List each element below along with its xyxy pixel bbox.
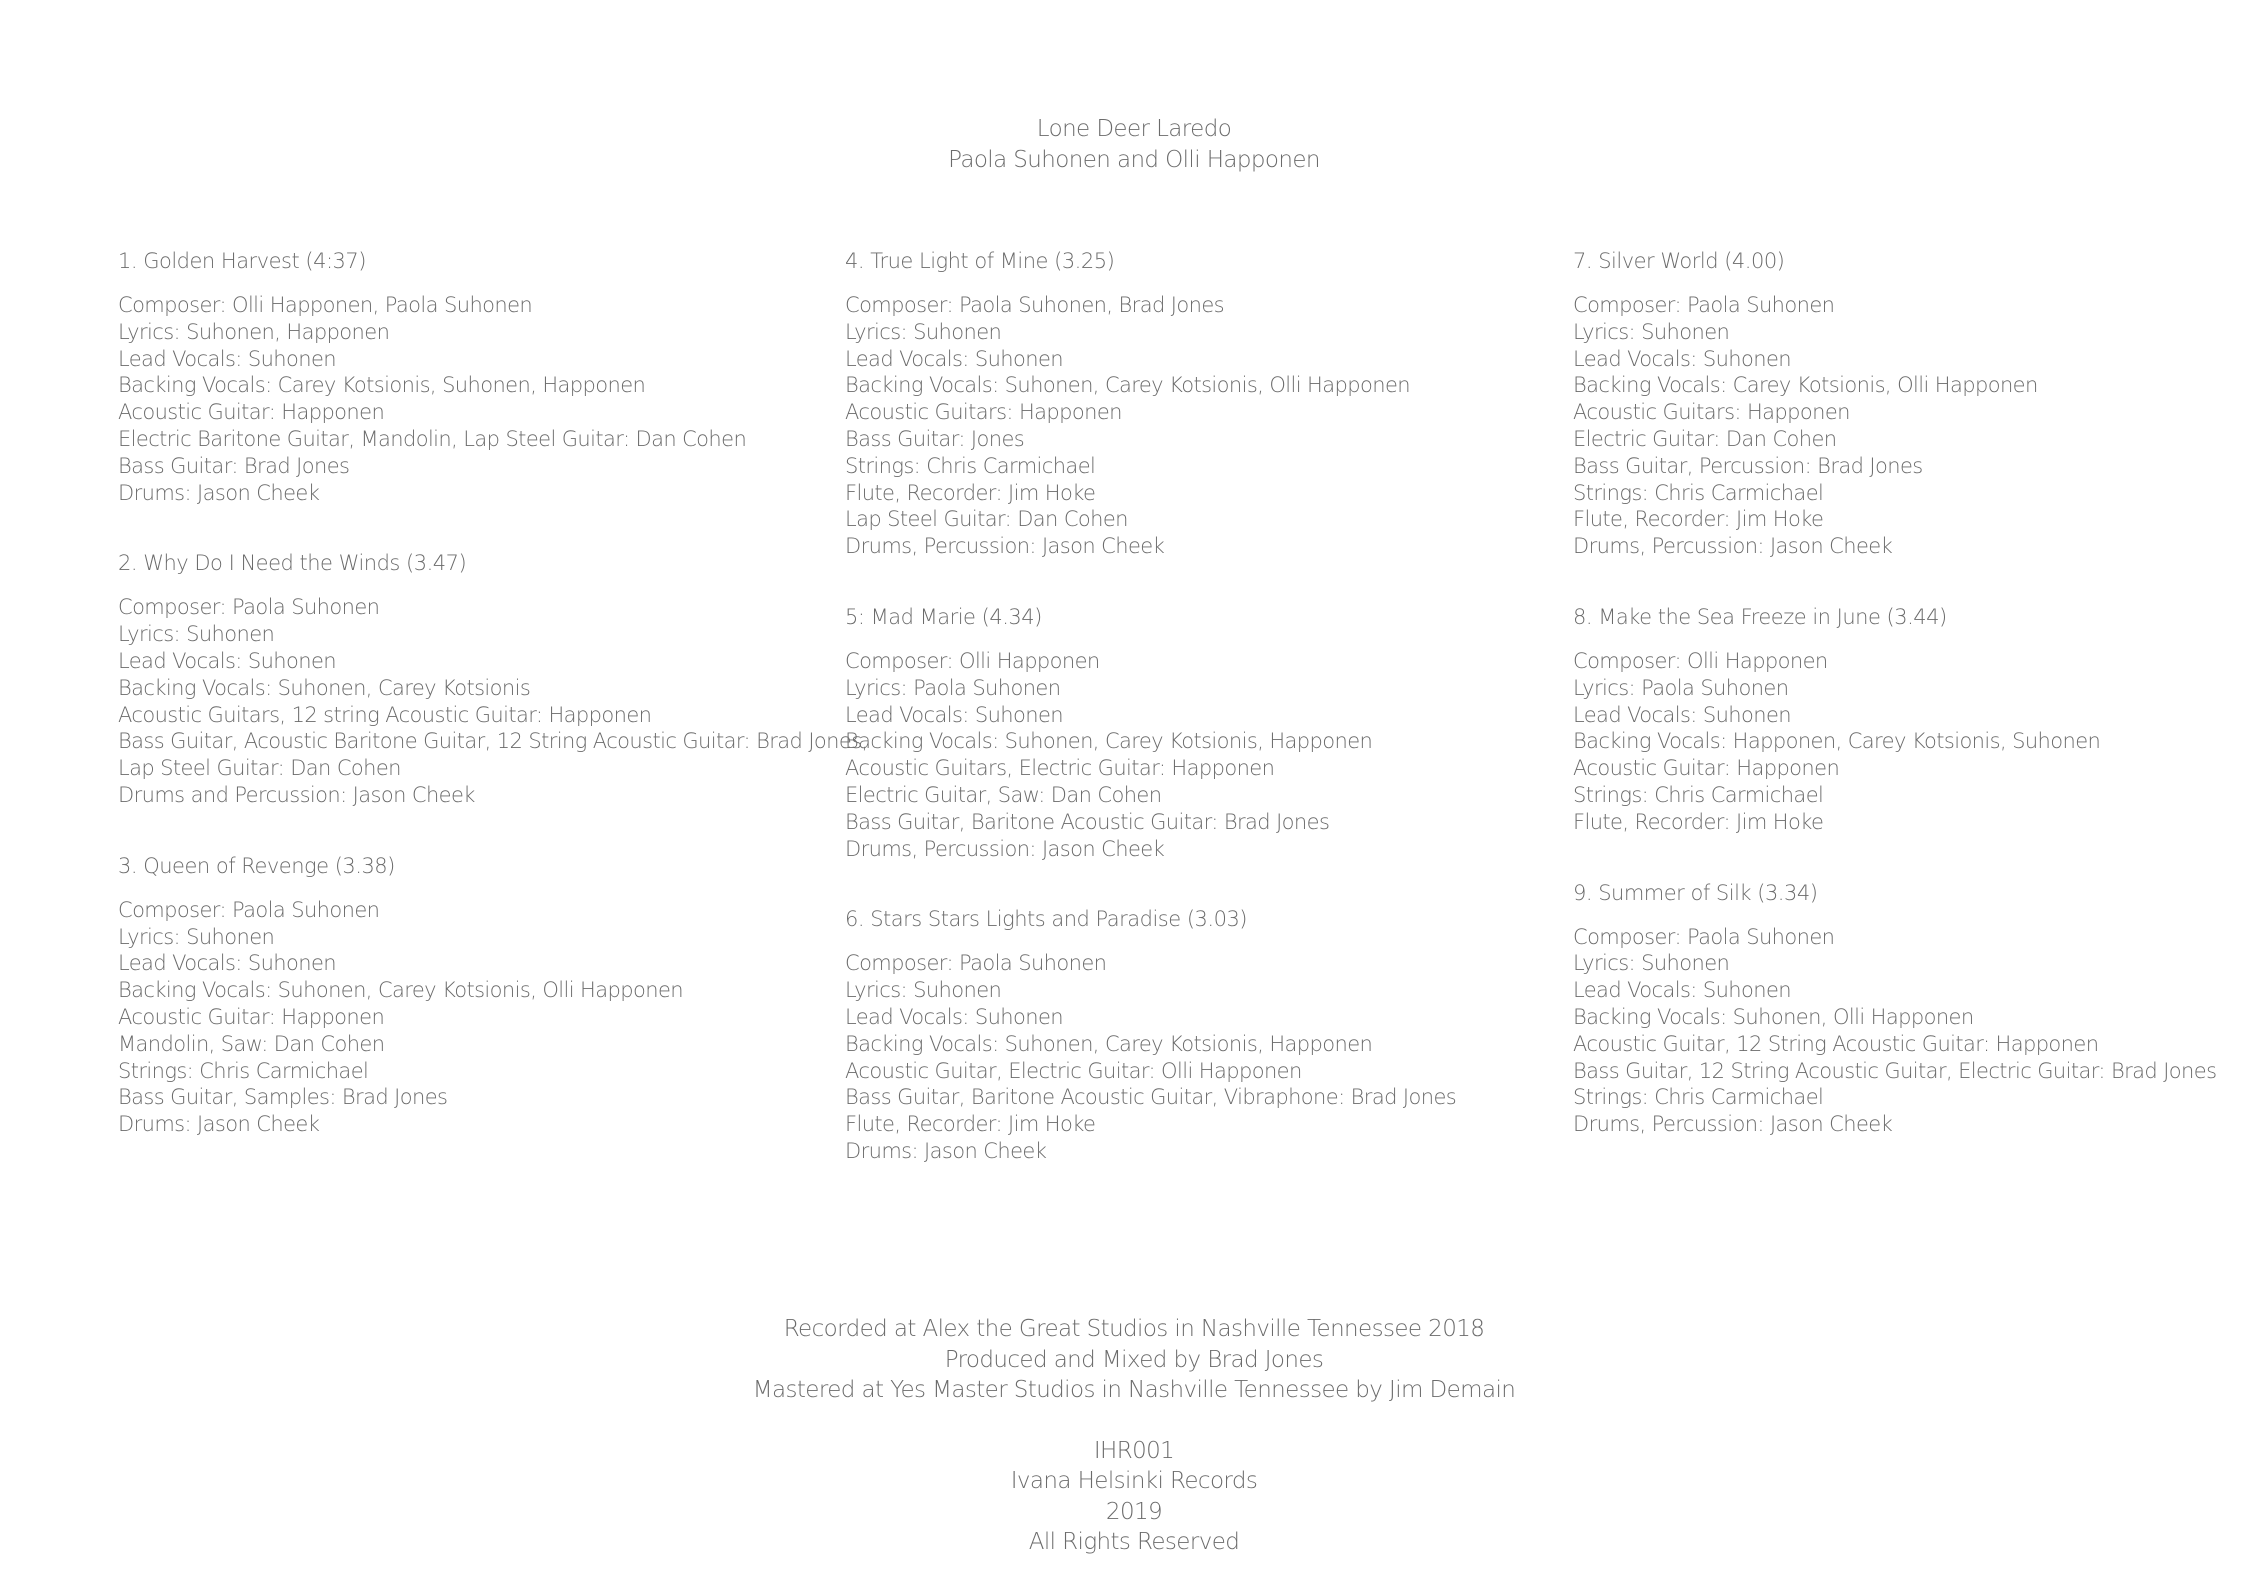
track-credit-line: Acoustic Guitars: Happonen xyxy=(845,400,1122,425)
track-credit-line: Backing Vocals: Suhonen, Carey Kotsionis, Happonen xyxy=(845,729,1373,754)
track-credit-line: Lead Vocals: Suhonen xyxy=(845,702,1063,727)
track-credit-line: Lyrics: Paola Suhonen xyxy=(1573,675,1789,700)
track-credit-line: Bass Guitar, Acoustic Baritone Guitar, 12 String Acoustic Guitar: Brad Jones, xyxy=(118,729,868,754)
catalog-number: IHR001 xyxy=(1093,1437,1175,1464)
track-title: 4. True Light of Mine (3.25) xyxy=(845,249,1115,273)
track-credit-line: Composer: Paola Suhonen xyxy=(118,897,380,922)
track-credit-line: Acoustic Guitars: Happonen xyxy=(1573,400,1850,425)
tracklist-column-2 xyxy=(845,248,1545,1209)
track-credit-line: Bass Guitar, 12 String Acoustic Guitar, Electric Guitar: Brad Jones xyxy=(1573,1058,2217,1083)
track-credit-line: Backing Vocals: Suhonen, Carey Kotsionis, Happonen xyxy=(845,1031,1373,1056)
track-credit-line: Backing Vocals: Suhonen, Carey Kotsionis xyxy=(118,675,531,700)
track-title: 7. Silver World (4.00) xyxy=(1573,249,1785,273)
track-credit-line: Bass Guitar, Baritone Acoustic Guitar, Vibraphone: Brad Jones xyxy=(845,1085,1457,1110)
track-credit-line: Electric Guitar, Saw: Dan Cohen xyxy=(845,782,1162,807)
track-credit-line: Lead Vocals: Suhonen xyxy=(845,346,1063,371)
track-credit-line: Bass Guitar, Baritone Acoustic Guitar: Brad Jones xyxy=(845,809,1330,834)
tracklist-column-1 xyxy=(118,248,868,1182)
release-year: 2019 xyxy=(1105,1498,1163,1525)
track-block xyxy=(1573,248,2268,560)
track-credit-line: Lead Vocals: Suhonen xyxy=(1573,978,1791,1003)
track-block xyxy=(118,248,818,506)
track-credit-line: Lead Vocals: Suhonen xyxy=(118,951,336,976)
album-footer xyxy=(0,1314,2268,1558)
track-title: 1. Golden Harvest (4:37) xyxy=(118,249,366,273)
track-credit-line: Backing Vocals: Suhonen, Olli Happonen xyxy=(1573,1004,1974,1029)
track-credit-line: Drums: Jason Cheek xyxy=(118,480,320,505)
track-credit-line: Flute, Recorder: Jim Hoke xyxy=(845,1112,1096,1137)
track-credit-line: Bass Guitar: Brad Jones xyxy=(118,453,350,478)
track-credit-line: Composer: Paola Suhonen xyxy=(1573,293,1835,317)
track-credit-line: Drums: Jason Cheek xyxy=(118,1112,320,1137)
track-credit-line: Bass Guitar, Percussion: Brad Jones xyxy=(1573,453,1923,478)
track-credit-line: Composer: Paola Suhonen xyxy=(118,595,380,620)
recording-credit: Recorded at Alex the Great Studios in Nashville Tennessee 2018 xyxy=(783,1316,1485,1342)
track-credit-line: Lead Vocals: Suhonen xyxy=(118,648,336,673)
track-credit-line: Drums, Percussion: Jason Cheek xyxy=(1573,534,1893,559)
track-credit-line: Composer: Paola Suhonen, Brad Jones xyxy=(845,293,1224,317)
track-credit-line: Lyrics: Suhonen, Happonen xyxy=(118,319,390,344)
track-credit-line: Bass Guitar, Samples: Brad Jones xyxy=(118,1085,448,1110)
track-credit-line: Lyrics: Suhonen xyxy=(845,978,1002,1003)
track-title: 3. Queen of Revenge (3.38) xyxy=(118,853,395,878)
track-credit-line: Lead Vocals: Suhonen xyxy=(1573,346,1791,371)
track-credit-line: Drums, Percussion: Jason Cheek xyxy=(1573,1112,1893,1137)
track-credit-line: Acoustic Guitar: Happonen xyxy=(118,400,385,425)
track-credit-line: Backing Vocals: Suhonen, Carey Kotsionis, Olli Happonen xyxy=(118,978,683,1003)
album-header xyxy=(0,114,2268,176)
mastering-credit: Mastered at Yes Master Studios in Nashville Tennessee by Jim Demain xyxy=(752,1377,1516,1403)
track-credit-line: Composer: Olli Happonen, Paola Suhonen xyxy=(118,293,533,317)
track-credit-line: Composer: Olli Happonen xyxy=(1573,648,1828,673)
production-credit: Produced and Mixed by Brad Jones xyxy=(944,1346,1324,1373)
track-block xyxy=(1573,880,2268,1138)
track-credit-line: Electric Guitar: Dan Cohen xyxy=(1573,426,1837,451)
track-block xyxy=(1573,604,2268,836)
track-credit-line: Lead Vocals: Suhonen xyxy=(1573,702,1791,727)
track-block xyxy=(845,906,1545,1164)
track-credit-line: Lead Vocals: Suhonen xyxy=(845,1004,1063,1029)
track-credit-line: Drums, Percussion: Jason Cheek xyxy=(845,836,1165,861)
track-credit-line: Acoustic Guitar: Happonen xyxy=(1573,756,1840,781)
track-credit-line: Strings: Chris Carmichael xyxy=(1573,1085,1824,1110)
track-title: 6. Stars Stars Lights and Paradise (3.03) xyxy=(845,907,1247,932)
track-credit-line: Acoustic Guitar: Happonen xyxy=(118,1004,385,1029)
album-title: Lone Deer Laredo xyxy=(1036,116,1232,142)
track-credit-line: Strings: Chris Carmichael xyxy=(118,1058,369,1083)
track-credit-line: Lyrics: Suhonen xyxy=(845,319,1002,344)
track-credit-line: Lyrics: Suhonen xyxy=(118,924,275,949)
track-credit-line: Flute, Recorder: Jim Hoke xyxy=(1573,809,1824,834)
track-credit-line: Mandolin, Saw: Dan Cohen xyxy=(118,1031,385,1056)
track-credit-line: Strings: Chris Carmichael xyxy=(1573,480,1824,505)
track-credit-line: Acoustic Guitars, 12 string Acoustic Guitar: Happonen xyxy=(118,702,652,727)
track-credit-line: Composer: Paola Suhonen xyxy=(845,951,1107,976)
track-credit-line: Backing Vocals: Carey Kotsionis, Suhonen, Happonen xyxy=(118,373,646,398)
track-credit-line: Backing Vocals: Suhonen, Carey Kotsionis, Olli Happonen xyxy=(845,373,1410,398)
track-block xyxy=(845,604,1545,862)
track-credit-line: Drums: Jason Cheek xyxy=(845,1138,1047,1163)
track-credit-line: Lap Steel Guitar: Dan Cohen xyxy=(118,756,401,781)
record-label: Ivana Helsinki Records xyxy=(1010,1468,1258,1494)
track-credit-line: Flute, Recorder: Jim Hoke xyxy=(1573,507,1824,532)
track-credit-line: Flute, Recorder: Jim Hoke xyxy=(845,480,1096,505)
track-credit-line: Lead Vocals: Suhonen xyxy=(118,346,336,371)
track-credit-line: Composer: Olli Happonen xyxy=(845,648,1100,673)
track-credit-line: Composer: Paola Suhonen xyxy=(1573,924,1835,949)
footer-spacer xyxy=(0,1406,2268,1436)
track-credit-line: Electric Baritone Guitar, Mandolin, Lap Steel Guitar: Dan Cohen xyxy=(118,426,747,451)
track-block xyxy=(845,248,1545,560)
track-title: 5: Mad Marie (4.34) xyxy=(845,604,1042,629)
track-title: 2. Why Do I Need the Winds (3.47) xyxy=(118,551,467,576)
track-title: 9. Summer of Silk (3.34) xyxy=(1573,880,1818,905)
track-credit-line: Lyrics: Paola Suhonen xyxy=(845,675,1061,700)
track-block xyxy=(118,550,868,808)
track-credit-line: Acoustic Guitar, 12 String Acoustic Guitar: Happonen xyxy=(1573,1031,2099,1056)
track-title: 8. Make the Sea Freeze in June (3.44) xyxy=(1573,604,1947,629)
track-credit-line: Acoustic Guitars, Electric Guitar: Happonen xyxy=(845,756,1275,781)
track-credit-line: Lyrics: Suhonen xyxy=(1573,951,1730,976)
track-credit-line: Strings: Chris Carmichael xyxy=(1573,782,1824,807)
track-credit-line: Acoustic Guitar, Electric Guitar: Olli Happonen xyxy=(845,1058,1302,1083)
track-credit-line: Drums and Percussion: Jason Cheek xyxy=(118,782,475,807)
track-block xyxy=(118,853,818,1138)
track-credit-line: Lap Steel Guitar: Dan Cohen xyxy=(845,507,1128,532)
rights-notice: All Rights Reserved xyxy=(1028,1529,1240,1555)
track-credit-line: Backing Vocals: Carey Kotsionis, Olli Happonen xyxy=(1573,373,2038,398)
tracklist-column-3 xyxy=(1573,248,2268,1182)
track-credit-line: Backing Vocals: Happonen, Carey Kotsionis, Suhonen xyxy=(1573,729,2101,754)
track-credit-line: Drums, Percussion: Jason Cheek xyxy=(845,534,1165,559)
album-artists: Paola Suhonen and Olli Happonen xyxy=(948,147,1320,173)
track-credit-line: Lyrics: Suhonen xyxy=(118,622,275,647)
track-credit-line: Bass Guitar: Jones xyxy=(845,426,1025,451)
track-credit-line: Strings: Chris Carmichael xyxy=(845,453,1096,478)
track-credit-line: Lyrics: Suhonen xyxy=(1573,319,1730,344)
